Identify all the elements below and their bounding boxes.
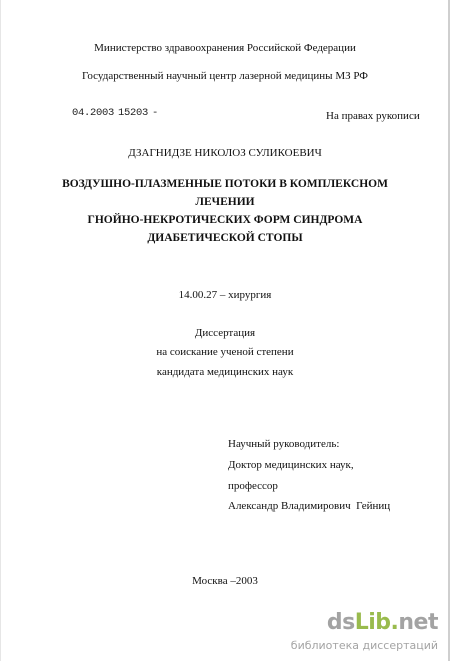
supervisor-label: Научный руководитель: bbox=[228, 438, 340, 450]
title-line-3: ГНОЙНО-НЕКРОТИЧЕСКИХ ФОРМ СИНДРОМА bbox=[87, 214, 363, 226]
supervisor-name: Александр Владимирович Гейниц bbox=[228, 500, 391, 512]
dslib-caption: библиотека диссертаций bbox=[290, 639, 438, 652]
research-center-line: Государственный научный центр лазерной медицины МЗ РФ bbox=[82, 70, 368, 82]
degree-purpose-line: на соискание ученой степени bbox=[156, 346, 294, 358]
city-year: Москва –2003 bbox=[192, 575, 258, 587]
dissertation-label: Диссертация bbox=[194, 327, 256, 339]
registration-stamp bbox=[72, 107, 158, 120]
specialty-code: 14.00.27 – хирургия bbox=[178, 289, 272, 301]
title-line-2: ЛЕЧЕНИИ bbox=[195, 196, 255, 208]
title-line-1: ВОЗДУШНО-ПЛАЗМЕННЫЕ ПОТОКИ В КОМПЛЕКСНОМ bbox=[62, 178, 388, 190]
stamp-part-2: 3 bbox=[108, 107, 115, 119]
supervisor-rank: профессор bbox=[228, 480, 278, 492]
dslib-watermark bbox=[254, 609, 444, 657]
stamp-part-1: 04.200 bbox=[72, 107, 109, 119]
stamp-part-4: - bbox=[152, 107, 159, 119]
ministry-line: Министерство здравоохранения Российской Федерации bbox=[94, 42, 356, 54]
manuscript-rights-note: На правах рукописи bbox=[326, 110, 420, 122]
supervisor-degree: Доктор медицинских наук, bbox=[228, 459, 354, 471]
degree-name-line: кандидата медицинских наук bbox=[156, 366, 294, 378]
title-line-4: ДИАБЕТИЧЕСКОЙ СТОПЫ bbox=[147, 232, 303, 244]
author-name: ДЗАГНИДЗЕ НИКОЛОЗ СУЛИКОЕВИЧ bbox=[128, 147, 322, 159]
stamp-part-3: 15203 bbox=[118, 107, 149, 119]
dslib-logo: dsLib.net bbox=[326, 610, 438, 635]
